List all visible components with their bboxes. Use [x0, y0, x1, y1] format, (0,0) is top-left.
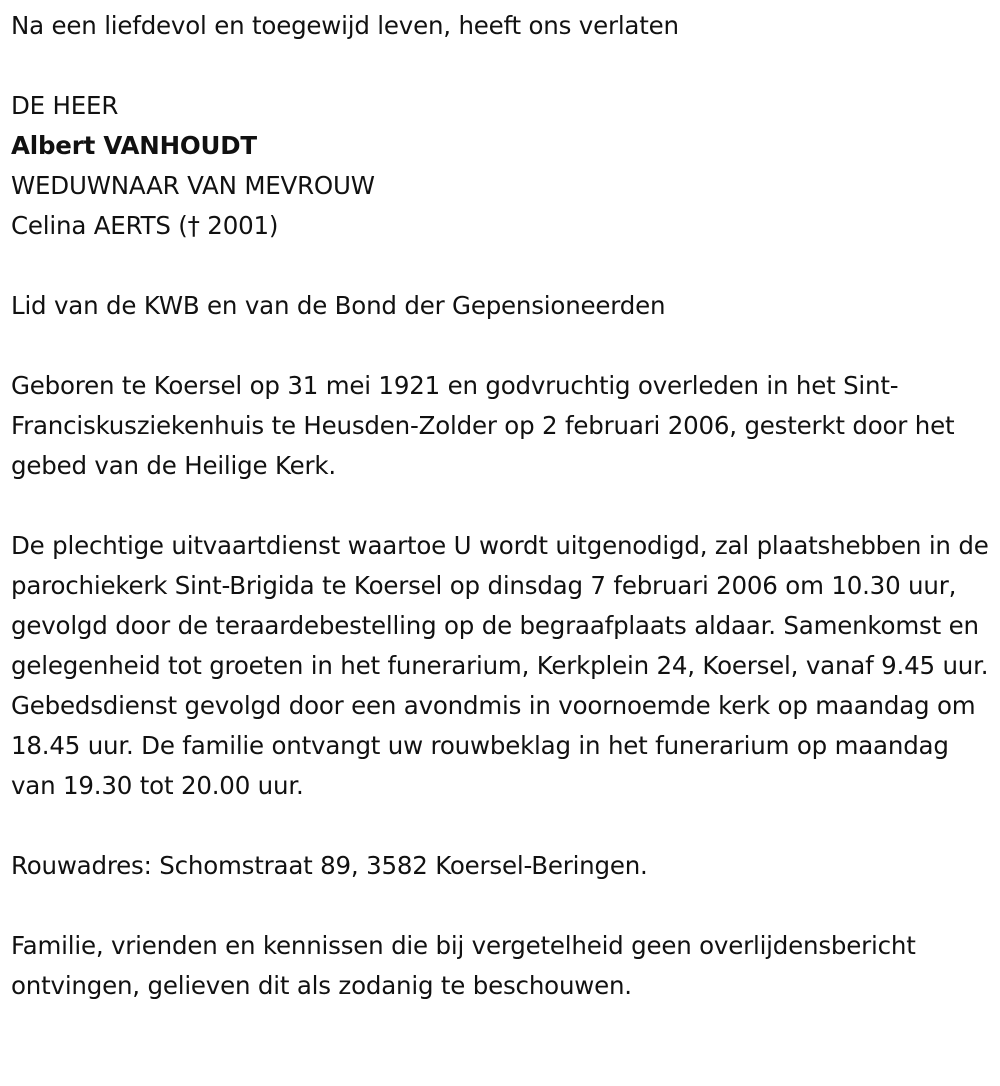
birth-death-paragraph: Geboren te Koersel op 31 mei 1921 en godvruchtig overleden in het Sint-Franciskusziekenhuis te Heusden-Zolder op 2 februari 2006, gesterkt door het gebed van de Heilige Kerk.: [11, 371, 955, 480]
spacer: [11, 806, 993, 846]
mourning-address: Rouwadres: Schomstraat 89, 3582 Koersel-Beringen.: [11, 851, 648, 880]
spacer: [11, 46, 993, 86]
spouse-name: Celina AERTS († 2001): [11, 211, 279, 240]
obituary-notice: [11, 6, 993, 1006]
intro-line: Na een liefdevol en toegewijd leven, heeft ons verlaten: [11, 11, 679, 40]
membership: Lid van de KWB en van de Bond der Gepensioneerden: [11, 291, 666, 320]
spacer: [11, 246, 993, 286]
spouse-title: WEDUWNAAR VAN MEVROUW: [11, 171, 375, 200]
funeral-paragraph: De plechtige uitvaartdienst waartoe U wordt uitgenodigd, zal plaatshebben in de parochiekerk Sint-Brigida te Koersel op dinsdag 7 februari 2006 om 10.30 uur, gevolgd door de teraardebestelling op de begraafplaats aldaar. Samenkomst en gelegenheid tot groeten in het funerarium, Kerkplein 24, Koersel, vanaf 9.45 uur. Gebedsdienst gevolgd door een avondmis in voornoemde kerk op maandag om 18.45 uur. De familie ontvangt uw rouwbeklag in het funerarium op maandag van 19.30 tot 20.00 uur.: [11, 531, 989, 800]
closing-paragraph: Familie, vrienden en kennissen die bij vergetelheid geen overlijdensbericht ontvingen, gelieven dit als zodanig te beschouwen.: [11, 931, 916, 1000]
spacer: [11, 486, 993, 526]
honorific: DE HEER: [11, 91, 119, 120]
spacer: [11, 886, 993, 926]
deceased-name: Albert VANHOUDT: [11, 131, 257, 160]
spacer: [11, 326, 993, 366]
